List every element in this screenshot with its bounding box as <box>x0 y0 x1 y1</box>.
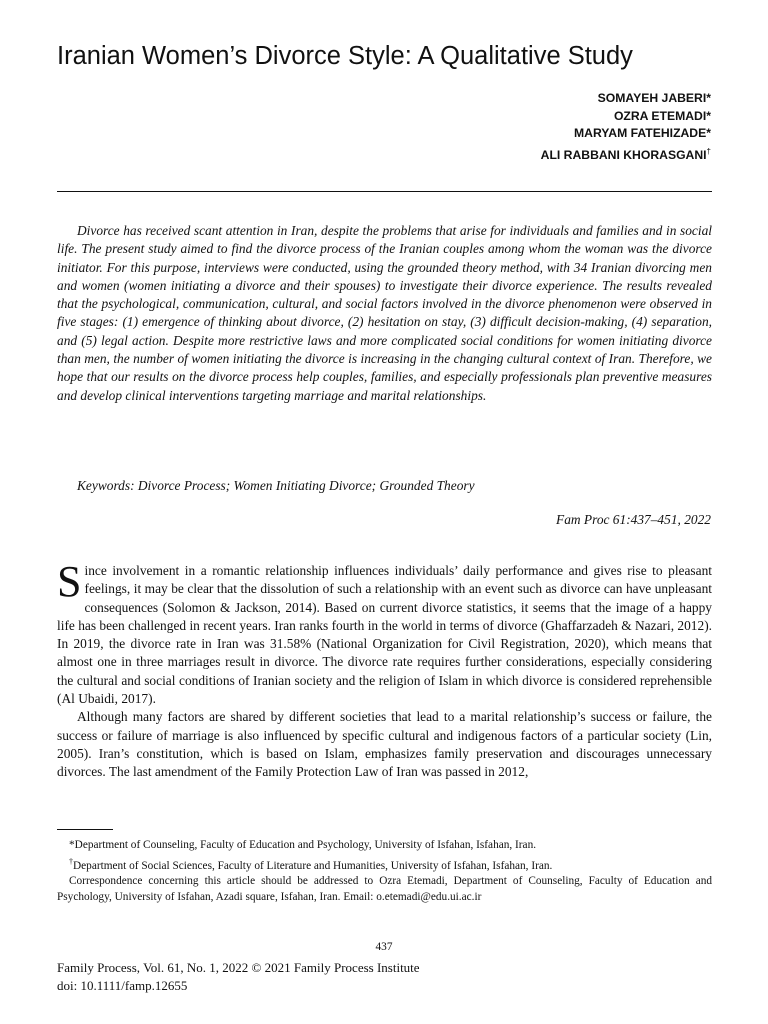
author: OZRA ETEMADI* <box>613 108 711 123</box>
abstract: Divorce has received scant attention in Iran, despite the problems that arise for individuals and families and in social life. The present study aimed to find the divorce process of the Iranian couples among whom the woman was the divorce initiator. For this purpose, interviews were conducted, using the grounded theory method, with 34 Iranian divorcing men and women (women initiating a divorce and their spouses) to investigate their divorce experience. The results revealed that the psychological, communication, cultural, and social factors involved in the divorce phenomenon were observed in five stages: (1) emergence of thinking about divorce, (2) hesitation on stay, (3) difficult decision-making, (4) separation, and (5) legal action. Despite more restrictive laws and more complicated social conditions for women initiating divorce than men, the number of women initiating the divorce is increasing in the changing cultural context of Iran. Therefore, we hope that our results on the divorce process help couples, families, and especially professionals plan preventive measures and develop clinical interventions targeting marriage and marital relationships. <box>57 223 712 403</box>
footnote-divider <box>57 829 113 830</box>
page-number: 437 <box>375 941 393 953</box>
footnote: †Department of Social Sciences, Faculty of Literature and Humanities, University of Isfahan, Isfahan, Iran. <box>69 856 553 872</box>
footnote: *Department of Counseling, Faculty of Education and Psychology, University of Isfahan, Isfahan, Iran. <box>69 839 537 851</box>
header-divider <box>57 191 712 192</box>
author: SOMAYEH JABERI* <box>597 91 711 105</box>
paragraph: Since involvement in a romantic relationship influences individuals’ daily performance and gives rise to pleasant feelings, it may be clear that the dissolution of such a relationship with an event such as divorce can have unpleasant consequences (Solomon & Jackson, 2014). Based on current divorce statistics, it seems that the image of a happy life has been challenged in recent years. Iran ranks fourth in the world in terms of divorce (Ghaffarzadeh & Nazari, 2012). In 2019, the divorce rate in Iran was 31.58% (National Organization for Civil Registration, 2020), which means that almost one in three marriages result in divorce. The divorce rate requires further considerations, especially considering the cultural and social conditions of Iranian society and the religion of Islam in which divorce is considered reprehensible (Al Ubaidi, 2017). <box>57 557 712 707</box>
author: ALI RABBANI KHORASGANI† <box>540 146 711 162</box>
journal-citation: Fam Proc 61:437–451, 2022 <box>556 512 711 527</box>
doi: doi: 10.1111/famp.12655 <box>57 978 188 993</box>
keywords: Keywords: Divorce Process; Women Initiating Divorce; Grounded Theory <box>77 478 475 493</box>
author: MARYAM FATEHIZADE* <box>573 126 711 140</box>
paragraph: Although many factors are shared by different societies that lead to a marital relationship’s success or failure, the success or failure of marriage is also influenced by specific cultural and indigenous factors of a particular society (Lin, 2005). Iran’s constitution, which is based on Islam, emphasizes family preservation and discourages unnecessary divorces. The last amendment of the Family Protection Law of Iran was passed in 2012, <box>57 709 712 780</box>
article-title: Iranian Women’s Divorce Style: A Qualitative Study <box>57 42 633 70</box>
drop-cap: S <box>57 557 82 606</box>
footnotes <box>57 838 712 905</box>
journal-info: Family Process, Vol. 61, No. 1, 2022 © 2021 Family Process Institute <box>57 960 420 975</box>
correspondence-note: Correspondence concerning this article should be addressed to Ozra Etemadi, Department of Counseling, Faculty of Education and Psychology, University of Isfahan, Azadi square, Isfahan, Iran. Email: o.etemadi@edu.ui.ac.ir <box>57 874 712 903</box>
body-text <box>57 557 712 782</box>
author-list <box>541 90 711 164</box>
